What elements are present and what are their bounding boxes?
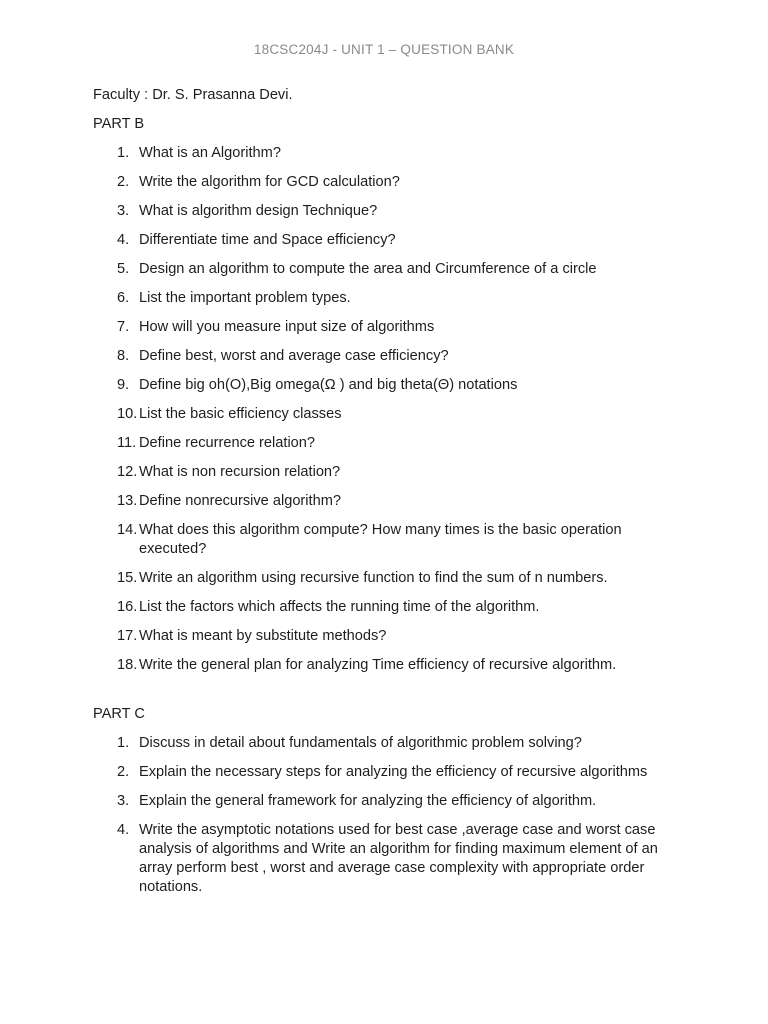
document-body [93,86,673,907]
question-number: 9. [117,377,130,393]
question-number: 14. [117,522,138,538]
question-number: 18. [117,657,138,673]
question-text: List the factors which affects the running time of the algorithm. [139,599,540,615]
list-item [93,492,673,511]
page-header: 18CSC204J - UNIT 1 – QUESTION BANK [253,42,515,57]
question-text: Explain the necessary steps for analyzing the efficiency of recursive algorithms [139,764,648,780]
question-number: 1. [117,145,130,161]
list-item [93,598,673,617]
part-b-question-list [93,144,673,675]
question-number: 8. [117,348,130,364]
question-number: 16. [117,599,138,615]
part-c-title: PART C [93,706,145,722]
list-item [93,202,673,221]
list-item [93,318,673,337]
question-text: Write the asymptotic notations used for best case ,average case and worst case analysis of algorithms and Write an algorithm for finding maximum element of an array perform best , worst and average case complexity with appropriate order notations. [139,822,658,895]
question-number: 4. [117,232,130,248]
list-item [93,231,673,250]
question-text: What is non recursion relation? [139,464,341,480]
question-text: Define nonrecursive algorithm? [139,493,341,509]
question-text: How will you measure input size of algorithms [139,319,435,335]
question-number: 11. [117,435,137,451]
question-text: Design an algorithm to compute the area and Circumference of a circle [139,261,597,277]
part-c-question-list [93,734,673,897]
question-number: 3. [117,793,130,809]
question-text: What does this algorithm compute? How many times is the basic operation executed? [139,522,622,557]
question-text: Write the algorithm for GCD calculation? [139,174,400,190]
part-b-title: PART B [93,116,145,132]
question-number: 1. [117,735,130,751]
list-item [93,144,673,163]
question-number: 10. [117,406,138,422]
question-number: 13. [117,493,138,509]
list-item [93,627,673,646]
question-text: Explain the general framework for analyzing the efficiency of algorithm. [139,793,597,809]
question-number: 12. [117,464,138,480]
question-text: Define recurrence relation? [139,435,316,451]
list-item [93,173,673,192]
list-item [93,434,673,453]
question-text: Write the general plan for analyzing Time efficiency of recursive algorithm. [139,657,617,673]
question-number: 4. [117,822,130,838]
question-text: Write an algorithm using recursive function to find the sum of n numbers. [139,570,608,586]
question-number: 15. [117,570,138,586]
question-text: What is an Algorithm? [139,145,281,161]
question-text: List the important problem types. [139,290,351,306]
list-item [93,463,673,482]
question-text: What is meant by substitute methods? [139,628,387,644]
question-number: 5. [117,261,130,277]
faculty-line: Faculty : Dr. S. Prasanna Devi. [93,87,293,103]
list-item [93,376,673,395]
list-item [93,734,673,753]
question-text: Discuss in detail about fundamentals of algorithmic problem solving? [139,735,582,751]
question-text: Define big oh(O),Big omega(Ω ) and big theta(Θ) notations [139,377,518,393]
list-item [93,656,673,675]
list-item [93,792,673,811]
list-item [93,821,673,897]
list-item [93,260,673,279]
list-item [93,569,673,588]
question-number: 2. [117,764,130,780]
list-item [93,347,673,366]
list-item [93,289,673,308]
question-number: 17. [117,628,138,644]
question-number: 2. [117,174,130,190]
question-number: 7. [117,319,130,335]
question-number: 6. [117,290,130,306]
question-text: List the basic efficiency classes [139,406,342,422]
list-item [93,405,673,424]
list-item [93,763,673,782]
list-item [93,521,673,559]
question-text: Define best, worst and average case efficiency? [139,348,449,364]
question-text: Differentiate time and Space efficiency? [139,232,396,248]
question-text: What is algorithm design Technique? [139,203,378,219]
question-number: 3. [117,203,130,219]
